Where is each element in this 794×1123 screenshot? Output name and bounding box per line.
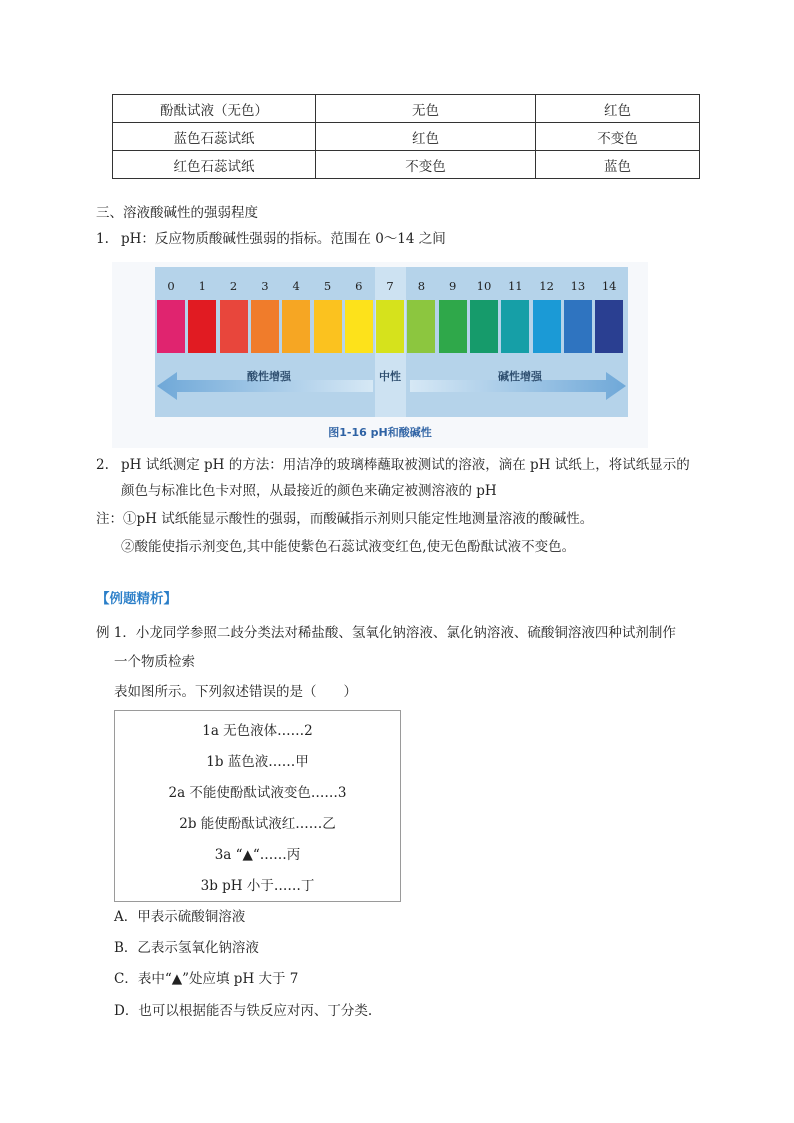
table-row bbox=[113, 123, 700, 151]
key-line: 2b 能使酚酞试液红……乙 bbox=[179, 816, 336, 832]
ph-number-label: 8 bbox=[417, 279, 426, 293]
question-text: 一个物质检索 bbox=[114, 654, 195, 670]
ph-scale-figure bbox=[112, 262, 648, 448]
ph-color-swatch bbox=[595, 300, 623, 353]
ph-number-label: 14 bbox=[601, 279, 617, 293]
ph-color-swatch bbox=[157, 300, 185, 353]
key-line: 3a “▲“……丙 bbox=[214, 847, 301, 863]
option-c: C．表中“▲”处应填 pH 大于 7 bbox=[114, 971, 299, 987]
table-cell: 红色 bbox=[316, 123, 536, 151]
item-number: 2. bbox=[96, 457, 109, 473]
key-line: 1b 蓝色液……甲 bbox=[206, 754, 309, 770]
table-cell: 无色 bbox=[316, 95, 536, 123]
option-d: D．也可以根据能否与铁反应对丙、丁分类. bbox=[114, 1003, 373, 1019]
ph-number-label: 13 bbox=[570, 279, 586, 293]
ph-number-label: 9 bbox=[449, 279, 457, 293]
table-row bbox=[113, 151, 700, 179]
table-cell: 红色 bbox=[536, 95, 700, 123]
ph-color-swatch bbox=[533, 300, 561, 353]
ph-color-swatch bbox=[188, 300, 216, 353]
section-heading: 三、溶液酸碱性的强弱程度 bbox=[96, 205, 258, 221]
note-line: 注：①pH 试纸能显示酸性的强弱，而酸碱指示剂则只能定性地测量溶液的酸碱性。 bbox=[96, 511, 594, 527]
ph-number-label: 2 bbox=[229, 279, 238, 293]
neutral-label: 中性 bbox=[379, 370, 401, 383]
ph-color-swatch bbox=[564, 300, 592, 353]
example-heading: 【例题精析】 bbox=[96, 591, 177, 607]
note-line: ②酸能使指示剂变色,其中能使紫色石蕊试液变红色,使无色酚酞试液不变色。 bbox=[121, 539, 576, 555]
question-text: 例 1．小龙同学参照二歧分类法对稀盐酸、氢氧化钠溶液、氯化钠溶液、硫酸铜溶液四种试剂制作 bbox=[96, 625, 676, 641]
ph-color-swatch bbox=[439, 300, 467, 353]
ph-number-label: 7 bbox=[386, 279, 394, 293]
base-label: 碱性增强 bbox=[498, 370, 542, 383]
ph-color-swatch bbox=[470, 300, 498, 353]
figure-caption: 图1-16 pH和酸碱性 bbox=[328, 426, 432, 439]
ph-color-swatch bbox=[376, 300, 404, 353]
ph-color-swatch bbox=[345, 300, 373, 353]
ph-number-label: 5 bbox=[323, 279, 332, 293]
item-number: 1. bbox=[96, 231, 109, 247]
table-cell: 蓝色石蕊试纸 bbox=[113, 123, 316, 151]
ph-number-label: 1 bbox=[198, 279, 206, 293]
table-cell: 不变色 bbox=[536, 123, 700, 151]
ph-color-swatch bbox=[251, 300, 279, 353]
ph-number-label: 11 bbox=[507, 279, 523, 293]
table-cell: 不变色 bbox=[316, 151, 536, 179]
ph-number-label: 0 bbox=[167, 279, 175, 293]
classification-key-box bbox=[114, 710, 401, 902]
table-row bbox=[113, 95, 700, 123]
option-a: A．甲表示硫酸铜溶液 bbox=[114, 909, 246, 925]
table-cell: 蓝色 bbox=[536, 151, 700, 179]
ph-color-swatch bbox=[501, 300, 529, 353]
table-cell: 红色石蕊试纸 bbox=[113, 151, 316, 179]
indicator-table bbox=[112, 94, 700, 179]
ph-number-label: 10 bbox=[476, 279, 492, 293]
item-text: pH 试纸测定 pH 的方法：用洁净的玻璃棒蘸取被测试的溶液，滴在 pH 试纸上，将试纸显示的 bbox=[121, 457, 690, 473]
ph-color-swatch bbox=[220, 300, 248, 353]
item-text: 颜色与标准比色卡对照，从最接近的颜色来确定被测溶液的 pH bbox=[121, 483, 497, 499]
ph-number-label: 4 bbox=[292, 279, 300, 293]
ph-number-label: 6 bbox=[355, 279, 363, 293]
table-cell: 酚酞试液（无色） bbox=[113, 95, 316, 123]
item-text: pH：反应物质酸碱性强弱的指标。范围在 0～14 之间 bbox=[121, 231, 446, 247]
key-line: 2a 不能使酚酞试液变色……3 bbox=[168, 785, 347, 801]
ph-number-label: 12 bbox=[539, 279, 554, 293]
ph-color-swatch bbox=[314, 300, 342, 353]
acid-label: 酸性增强 bbox=[247, 370, 291, 383]
ph-color-swatch bbox=[282, 300, 310, 353]
key-line: 1a 无色液体……2 bbox=[202, 723, 313, 739]
question-text: 表如图所示。下列叙述错误的是（ ） bbox=[114, 684, 357, 700]
ph-number-label: 3 bbox=[261, 279, 269, 293]
ph-color-swatch bbox=[407, 300, 435, 353]
key-line: 3b pH 小于……丁 bbox=[200, 878, 315, 894]
option-b: B．乙表示氢氧化钠溶液 bbox=[114, 940, 259, 956]
